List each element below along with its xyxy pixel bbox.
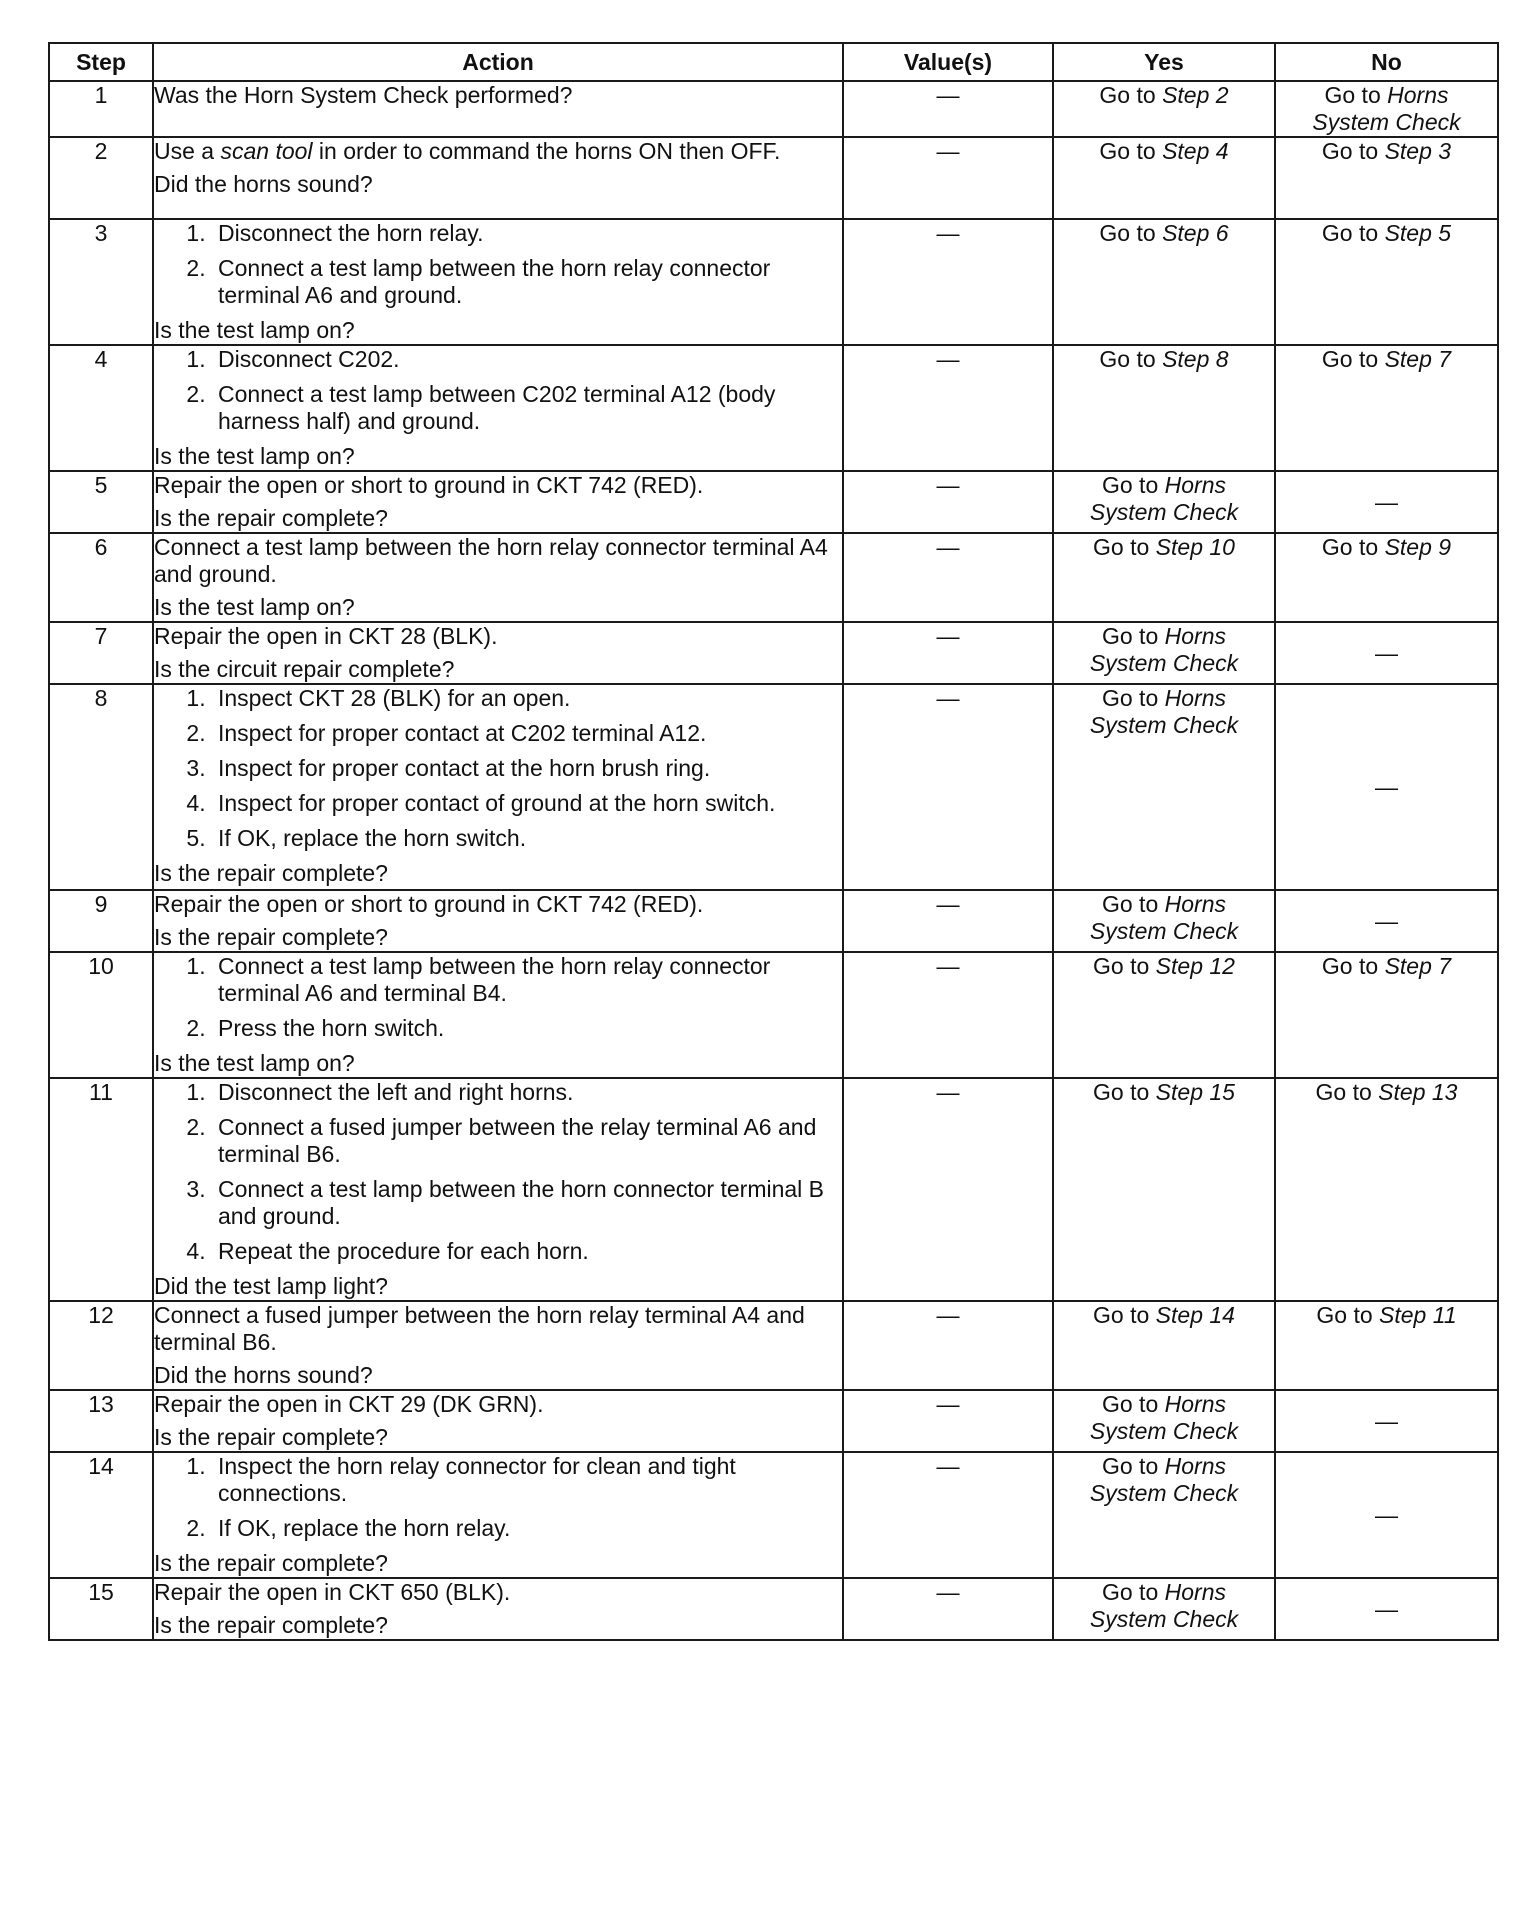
table-row	[49, 952, 1498, 1078]
goto-target: Horns	[1164, 1391, 1226, 1417]
action-list-item: 4. Inspect for proper contact of ground at the horn switch.	[212, 790, 842, 817]
action-question: Is the repair complete?	[154, 1550, 388, 1576]
action-list-item: 3. Inspect for proper contact at the horn brush ring.	[212, 755, 842, 782]
action-list	[154, 953, 842, 1042]
step-number: 5	[49, 471, 153, 533]
action-cell	[153, 345, 843, 471]
goto-target: Step 8	[1162, 346, 1229, 372]
goto-target: Step 9	[1384, 534, 1452, 560]
goto-prefix: Go to	[1321, 953, 1385, 979]
goto-link[interactable]	[1054, 685, 1274, 712]
yes-cell	[1053, 890, 1275, 952]
goto-prefix: Go to	[1099, 220, 1163, 246]
step-number: 12	[49, 1301, 153, 1390]
value-cell: —	[843, 1578, 1053, 1640]
header-yes: Yes	[1053, 43, 1275, 81]
goto-prefix: Go to	[1099, 346, 1163, 372]
action-list-item: 2. If OK, replace the horn relay.	[212, 1515, 842, 1542]
action-question: Did the horns sound?	[154, 1362, 373, 1388]
goto-prefix: Go to	[1101, 623, 1165, 649]
no-cell	[1275, 471, 1498, 533]
goto-link[interactable]	[1054, 891, 1274, 918]
yes-cell	[1053, 622, 1275, 684]
goto-link[interactable]	[1054, 82, 1274, 109]
action-text: Repair the open or short to ground in CKT 742 (RED).	[154, 472, 704, 498]
value-cell: —	[843, 684, 1053, 890]
action-question: Did the test lamp light?	[154, 1273, 388, 1299]
goto-prefix: Go to	[1315, 1079, 1379, 1105]
goto-target-continued: System Check	[1089, 712, 1239, 738]
no-cell	[1275, 952, 1498, 1078]
action-question: Did the horns sound?	[154, 171, 373, 197]
table-row	[49, 1452, 1498, 1578]
goto-prefix: Go to	[1093, 1079, 1156, 1105]
goto-prefix: Go to	[1321, 346, 1385, 372]
action-cell	[153, 533, 843, 622]
table-row	[49, 684, 1498, 890]
goto-link[interactable]	[1054, 953, 1274, 980]
action-list-item: 1. Connect a test lamp between the horn relay connector terminal A6 and terminal B4.	[212, 953, 842, 1007]
action-question: Is the repair complete?	[154, 505, 388, 531]
goto-target: Horns	[1164, 472, 1226, 498]
action-cell	[153, 622, 843, 684]
goto-link[interactable]	[1054, 1079, 1274, 1106]
goto-target: Step 13	[1378, 1079, 1458, 1105]
action-list	[154, 220, 842, 309]
goto-target: Step 4	[1162, 138, 1229, 164]
yes-cell	[1053, 471, 1275, 533]
goto-target: Step 3	[1384, 138, 1452, 164]
action-list	[154, 346, 842, 435]
goto-link[interactable]	[1276, 138, 1497, 165]
step-number: 7	[49, 622, 153, 684]
action-cell	[153, 1301, 843, 1390]
goto-link[interactable]	[1276, 534, 1497, 561]
step-number: 3	[49, 219, 153, 345]
goto-link[interactable]	[1054, 138, 1274, 165]
goto-target-continued: System Check	[1089, 1480, 1239, 1506]
action-list-item: 2. Connect a test lamp between the horn relay connector terminal A6 and ground.	[212, 255, 842, 309]
goto-target: Step 5	[1384, 220, 1452, 246]
dash-value: —	[1375, 1595, 1398, 1622]
action-intro-prefix: Use a	[154, 138, 221, 164]
yes-cell	[1053, 533, 1275, 622]
goto-target: Horns	[1164, 1579, 1226, 1605]
table-row	[49, 1390, 1498, 1452]
goto-target: Step 15	[1155, 1079, 1235, 1105]
goto-target: Step 6	[1162, 220, 1229, 246]
action-text: Connect a fused jumper between the horn relay terminal A4 and terminal B6.	[154, 1302, 805, 1355]
action-list-item: 1. Inspect the horn relay connector for clean and tight connections.	[212, 1453, 842, 1507]
action-cell	[153, 952, 843, 1078]
goto-target-continued: System Check	[1089, 499, 1239, 525]
action-list-item: 2. Connect a fused jumper between the relay terminal A6 and terminal B6.	[212, 1114, 842, 1168]
no-cell	[1275, 890, 1498, 952]
action-cell	[153, 890, 843, 952]
action-question: Is the test lamp on?	[154, 594, 355, 620]
action-question: Is the test lamp on?	[154, 317, 355, 343]
action-question: Is the repair complete?	[154, 860, 388, 886]
action-question: Is the repair complete?	[154, 1612, 388, 1638]
action-list	[154, 1453, 842, 1542]
yes-cell	[1053, 952, 1275, 1078]
value-cell: —	[843, 471, 1053, 533]
no-cell	[1275, 1452, 1498, 1578]
goto-prefix: Go to	[1316, 1302, 1380, 1328]
goto-prefix: Go to	[1101, 1579, 1165, 1605]
action-list-item: 1. Disconnect the horn relay.	[212, 220, 842, 247]
action-list-item: 1. Disconnect the left and right horns.	[212, 1079, 842, 1106]
goto-link[interactable]	[1276, 1302, 1497, 1329]
dash-value: —	[1375, 907, 1398, 934]
goto-prefix: Go to	[1321, 138, 1385, 164]
action-text: Repair the open in CKT 650 (BLK).	[154, 1579, 511, 1605]
header-no: No	[1275, 43, 1498, 81]
value-cell: —	[843, 1078, 1053, 1301]
goto-prefix: Go to	[1321, 534, 1385, 560]
action-text: Repair the open or short to ground in CKT 742 (RED).	[154, 891, 704, 917]
table-row	[49, 137, 1498, 219]
value-cell: —	[843, 952, 1053, 1078]
action-question: Is the repair complete?	[154, 924, 388, 950]
action-cell	[153, 219, 843, 345]
step-number: 13	[49, 1390, 153, 1452]
value-cell: —	[843, 81, 1053, 137]
yes-cell	[1053, 137, 1275, 219]
goto-target-continued: System Check	[1089, 1606, 1239, 1632]
goto-link[interactable]	[1054, 534, 1274, 561]
goto-prefix: Go to	[1101, 1453, 1165, 1479]
action-cell	[153, 1078, 843, 1301]
goto-prefix: Go to	[1101, 1391, 1165, 1417]
goto-link[interactable]	[1054, 1391, 1274, 1418]
action-text: Was the Horn System Check performed?	[154, 82, 573, 108]
goto-link[interactable]	[1054, 472, 1274, 499]
step-number: 14	[49, 1452, 153, 1578]
goto-target: Horns	[1164, 685, 1226, 711]
action-list	[154, 685, 842, 852]
action-question: Is the repair complete?	[154, 1424, 388, 1450]
no-cell	[1275, 1078, 1498, 1301]
goto-link[interactable]	[1276, 1079, 1497, 1106]
no-cell	[1275, 1390, 1498, 1452]
action-cell	[153, 137, 843, 219]
value-cell: —	[843, 533, 1053, 622]
goto-target: Step 7	[1384, 346, 1452, 372]
goto-prefix: Go to	[1321, 220, 1385, 246]
goto-target: Step 7	[1384, 953, 1452, 979]
value-cell: —	[843, 137, 1053, 219]
value-cell: —	[843, 219, 1053, 345]
action-question: Is the circuit repair complete?	[154, 656, 455, 682]
action-list-item: 3. Connect a test lamp between the horn connector terminal B and ground.	[212, 1176, 842, 1230]
goto-link[interactable]	[1054, 1302, 1274, 1329]
value-cell: —	[843, 1452, 1053, 1578]
action-list-item: 2. Inspect for proper contact at C202 terminal A12.	[212, 720, 842, 747]
goto-prefix: Go to	[1099, 82, 1163, 108]
action-cell	[153, 684, 843, 890]
yes-cell	[1053, 1078, 1275, 1301]
header-action: Action	[153, 43, 843, 81]
action-text: Repair the open in CKT 28 (BLK).	[154, 623, 498, 649]
diagnostic-table	[48, 42, 1499, 1641]
action-list-item: 1. Inspect CKT 28 (BLK) for an open.	[212, 685, 842, 712]
goto-prefix: Go to	[1093, 953, 1156, 979]
goto-prefix: Go to	[1101, 472, 1165, 498]
yes-cell	[1053, 81, 1275, 137]
goto-target-continued: System Check	[1089, 650, 1239, 676]
dash-value: —	[1375, 1407, 1398, 1434]
action-list-item: 5. If OK, replace the horn switch.	[212, 825, 842, 852]
action-intro-tool: scan tool	[220, 138, 313, 164]
goto-link[interactable]	[1054, 220, 1274, 247]
table-row	[49, 345, 1498, 471]
table-row	[49, 471, 1498, 533]
table-row	[49, 890, 1498, 952]
no-cell	[1275, 219, 1498, 345]
table-body	[49, 81, 1498, 1640]
action-cell	[153, 81, 843, 137]
no-cell	[1275, 622, 1498, 684]
value-cell: —	[843, 1390, 1053, 1452]
goto-link[interactable]	[1054, 346, 1274, 373]
table-row	[49, 1578, 1498, 1640]
goto-link[interactable]	[1276, 953, 1497, 980]
table-row	[49, 219, 1498, 345]
goto-target: Step 12	[1155, 953, 1235, 979]
action-list-item: 2. Connect a test lamp between C202 terminal A12 (body harness half) and ground.	[212, 381, 842, 435]
step-number: 10	[49, 952, 153, 1078]
goto-target: Horns	[1164, 891, 1226, 917]
no-cell	[1275, 137, 1498, 219]
action-cell	[153, 1390, 843, 1452]
value-cell: —	[843, 622, 1053, 684]
goto-target: Step 10	[1155, 534, 1235, 560]
value-cell: —	[843, 345, 1053, 471]
no-cell	[1275, 1578, 1498, 1640]
header-values: Value(s)	[843, 43, 1053, 81]
goto-target-continued: System Check	[1312, 109, 1461, 135]
goto-link[interactable]	[1054, 1579, 1274, 1606]
goto-target: Step 11	[1379, 1302, 1457, 1328]
action-intro-suffix: in order to command the horns ON then OFF.	[312, 138, 781, 164]
table-row	[49, 533, 1498, 622]
step-number: 6	[49, 533, 153, 622]
goto-prefix: Go to	[1093, 534, 1156, 560]
goto-prefix: Go to	[1101, 685, 1165, 711]
no-cell	[1275, 684, 1498, 890]
goto-prefix: Go to	[1093, 1302, 1156, 1328]
action-text: Repair the open in CKT 29 (DK GRN).	[154, 1391, 544, 1417]
yes-cell	[1053, 1390, 1275, 1452]
dash-value: —	[1375, 1501, 1398, 1528]
yes-cell	[1053, 1578, 1275, 1640]
step-number: 1	[49, 81, 153, 137]
goto-link[interactable]	[1276, 220, 1497, 247]
step-number: 15	[49, 1578, 153, 1640]
dash-value: —	[1375, 488, 1398, 515]
goto-target-continued: System Check	[1089, 918, 1239, 944]
table-row	[49, 1301, 1498, 1390]
table-row	[49, 1078, 1498, 1301]
no-cell	[1275, 81, 1498, 137]
goto-link[interactable]	[1276, 346, 1497, 373]
action-cell	[153, 1578, 843, 1640]
action-question: Is the test lamp on?	[154, 443, 355, 469]
goto-link[interactable]	[1054, 1453, 1274, 1480]
action-intro	[154, 138, 842, 165]
value-cell: —	[843, 1301, 1053, 1390]
step-number: 4	[49, 345, 153, 471]
goto-target-continued: System Check	[1089, 1418, 1239, 1444]
goto-target: Horns	[1387, 82, 1449, 108]
action-list-item: 1. Disconnect C202.	[212, 346, 842, 373]
step-number: 11	[49, 1078, 153, 1301]
action-list-item: 2. Press the horn switch.	[212, 1015, 842, 1042]
goto-target: Horns	[1164, 623, 1226, 649]
yes-cell	[1053, 219, 1275, 345]
table-row	[49, 622, 1498, 684]
action-text: Connect a test lamp between the horn relay connector terminal A4 and ground.	[154, 534, 828, 587]
goto-link[interactable]	[1276, 82, 1497, 109]
dash-value: —	[1375, 639, 1398, 666]
step-number: 2	[49, 137, 153, 219]
table-row	[49, 81, 1498, 137]
yes-cell	[1053, 684, 1275, 890]
action-cell	[153, 1452, 843, 1578]
goto-prefix: Go to	[1099, 138, 1163, 164]
no-cell	[1275, 345, 1498, 471]
table-header-row	[49, 43, 1498, 81]
action-list-item: 4. Repeat the procedure for each horn.	[212, 1238, 842, 1265]
step-number: 8	[49, 684, 153, 890]
action-cell	[153, 471, 843, 533]
goto-target: Step 2	[1162, 82, 1229, 108]
header-step: Step	[49, 43, 153, 81]
goto-target: Horns	[1164, 1453, 1226, 1479]
yes-cell	[1053, 345, 1275, 471]
step-number: 9	[49, 890, 153, 952]
no-cell	[1275, 1301, 1498, 1390]
action-list	[154, 1079, 842, 1265]
goto-link[interactable]	[1054, 623, 1274, 650]
yes-cell	[1053, 1452, 1275, 1578]
value-cell: —	[843, 890, 1053, 952]
yes-cell	[1053, 1301, 1275, 1390]
goto-prefix: Go to	[1101, 891, 1165, 917]
no-cell	[1275, 533, 1498, 622]
goto-target: Step 14	[1155, 1302, 1235, 1328]
goto-prefix: Go to	[1324, 82, 1388, 108]
action-question: Is the test lamp on?	[154, 1050, 355, 1076]
dash-value: —	[1375, 773, 1398, 800]
